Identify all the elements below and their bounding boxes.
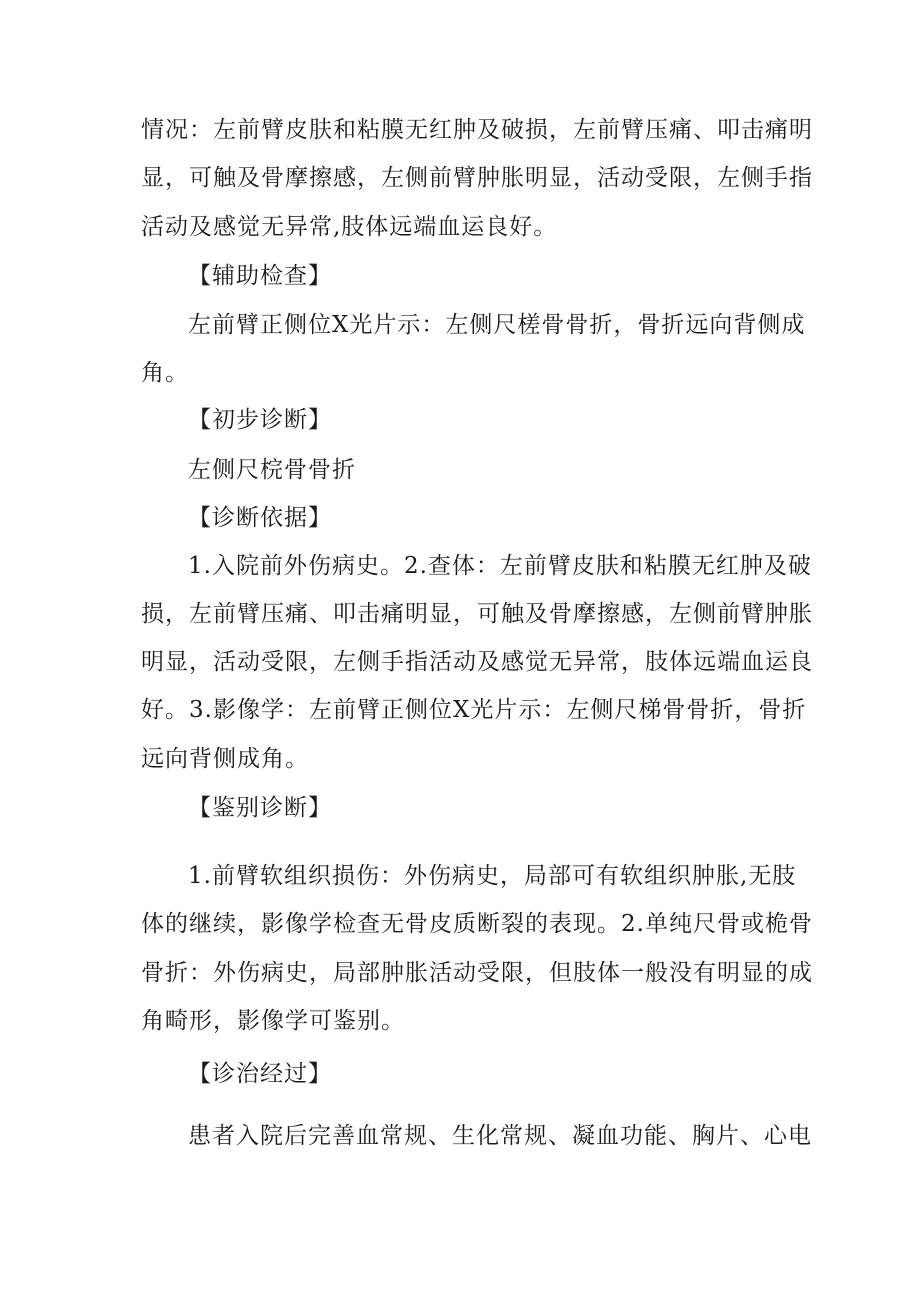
paragraph-line: 活动及感觉无异常,肢体远端血运良好。	[141, 214, 558, 240]
paragraph-line: 1.入院前外伤病史。2.查体：左前臂皮肤和粘膜无红肿及破	[188, 553, 812, 579]
paragraph-line: 情况：左前臂皮肤和粘膜无红肿及破损，左前臂压痛、叩击痛明	[141, 117, 813, 143]
paragraph-line: 左侧尺梡骨骨折	[188, 457, 356, 483]
paragraph-line: 显，可触及骨摩擦感，左侧前臂肿胀明显，活动受限，左侧手指	[141, 165, 813, 191]
section-heading-auxiliary-exam: 【辅助检查】	[188, 263, 332, 289]
section-heading-diagnosis-basis: 【诊断依据】	[188, 505, 332, 531]
paragraph-line: 损，左前臂压痛、叩击痛明显，可触及骨摩擦感，左侧前臂肿胀	[141, 601, 813, 627]
paragraph-line: 骨折：外伤病史，局部肿胀活动受限，但肢体一般没有明显的成	[141, 960, 813, 986]
paragraph-line: 1.前臂软组织损伤：外伤病史，局部可有软组织肿胀,无肢	[188, 863, 797, 889]
paragraph-line: 明显，活动受限，左侧手指活动及感觉无异常，肢体远端血运良	[141, 649, 813, 675]
section-heading-treatment-course: 【诊治经过】	[188, 1061, 332, 1087]
paragraph-line: 好。3.影像学：左前臂正侧位X光片示：左侧尺梯骨骨折，骨折	[141, 697, 807, 723]
paragraph-line: 角。	[141, 360, 189, 386]
paragraph-line: 角畸形，影像学可鉴别。	[141, 1008, 405, 1034]
paragraph-line: 体的继续，影像学检查无骨皮质断裂的表现。2.单纯尺骨或桅骨	[141, 911, 813, 937]
section-heading-preliminary-diagnosis: 【初步诊断】	[188, 407, 332, 433]
paragraph-line: 远向背侧成角。	[141, 746, 309, 772]
paragraph-line: 患者入院后完善血常规、生化常规、凝血功能、胸片、心电	[188, 1123, 812, 1149]
section-heading-differential-diagnosis: 【鉴别诊断】	[188, 795, 332, 821]
paragraph-line: 左前臂正侧位X光片示：左侧尺槎骨骨折，骨折远向背侧成	[188, 312, 806, 338]
